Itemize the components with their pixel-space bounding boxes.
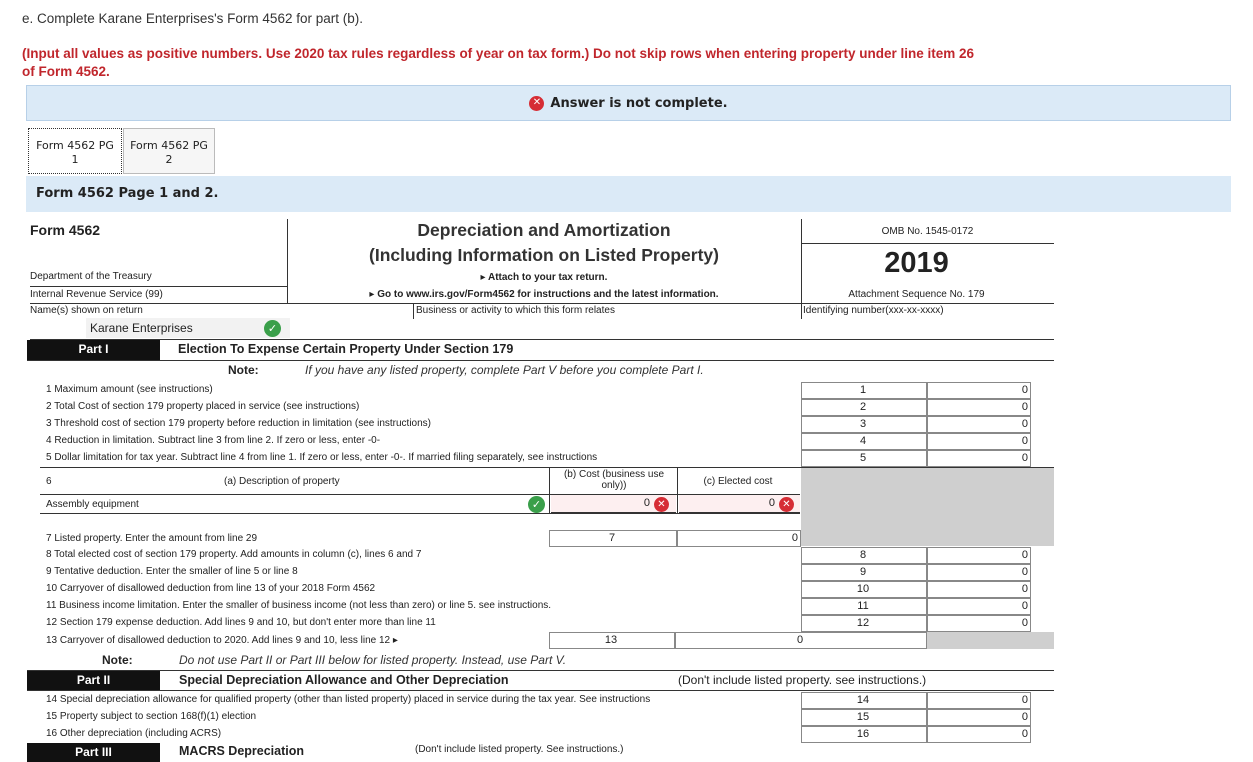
form-subtitle: (Including Information on Listed Property) [369,245,719,265]
line-value[interactable] [927,450,1031,467]
line-number-box [801,564,927,581]
tab-form-4562-pg1[interactable] [28,128,122,174]
line-text: 11 Business income limitation. Enter the smaller of business income (not less than zero) or line 5. see instructions. [46,600,552,611]
line-value-text: 0 [1021,566,1028,578]
line-value[interactable] [927,726,1031,743]
line13-num: 13 [604,634,618,646]
line6-num: 6 [46,476,52,487]
goto-text: ▸ Go to www.irs.gov/Form4562 for instructions and the latest information. [369,289,719,300]
line-number: 16 [856,728,870,740]
line-number-box [801,692,927,709]
line6-col-c: (c) Elected cost [703,476,773,487]
irs-text: Internal Revenue Service (99) [30,289,163,300]
line-value[interactable] [927,564,1031,581]
section-title: Form 4562 Page 1 and 2. [26,176,1231,212]
line-text: 2 Total Cost of section 179 property placed in service (see instructions) [46,401,360,412]
line-number: 2 [859,401,867,413]
part3-title: MACRS Depreciation [179,744,305,758]
line-value-text: 0 [1021,583,1028,595]
error-icon: ✕ [779,497,794,512]
line-value[interactable] [927,581,1031,598]
line-number: 3 [859,418,867,430]
line-number-box [801,709,927,726]
line6-cost-value: 0 [643,497,650,509]
line-value-text: 0 [1021,600,1028,612]
line-number: 14 [856,694,870,706]
line6-description: Assembly equipment [46,499,139,510]
line-number-box [801,416,927,433]
line-value-text: 0 [1021,452,1028,464]
line-text: 8 Total elected cost of section 179 property. Add amounts in column (c), lines 6 and 7 [46,549,422,560]
line-value-text: 0 [1021,694,1028,706]
tab-label-page: 1 [71,153,79,166]
line-text: 14 Special depreciation allowance for qualified property (other than listed property) placed in service during the tax year. See instructions [46,694,651,705]
instruction-warning: (Input all values as positive numbers. Use 2020 tax rules regardless of year on tax form.) Do not skip rows when entering property under line item 26 of Form 4562. [22,46,975,79]
dept-text: Department of the Treasury [30,271,152,282]
line-value-text: 0 [1021,617,1028,629]
line-text: 5 Dollar limitation for tax year. Subtract line 4 from line 1. If zero or less, enter -0-. If married filing separately, see instructions [46,452,598,463]
line-value[interactable] [927,547,1031,564]
line-number-box [801,598,927,615]
attachment-seq: Attachment Sequence No. 179 [848,289,985,300]
tab-label: Form 4562 PG [36,139,114,152]
instruction-text: e. Complete Karane Enterprises's Form 4562 for part (b). [22,11,363,26]
form-name: Form 4562 [30,222,101,238]
line-value-text: 0 [1021,435,1028,447]
line-number-box [801,581,927,598]
line6-elected-value: 0 [768,497,775,509]
id-label: Identifying number(xxx-xx-xxxx) [803,305,944,316]
line6-col-b: (b) Cost (business use only)) [563,469,665,491]
line-number: 10 [856,583,870,595]
line-text: 4 Reduction in limitation. Subtract line 3 from line 2. If zero or less, enter -0- [46,435,381,446]
line-value[interactable] [927,692,1031,709]
line-number: 5 [859,452,867,464]
part1-note2-label: Note: [102,653,133,667]
name-label: Name(s) shown on return [30,305,143,316]
line6-shaded [801,468,1054,546]
line-text: 1 Maximum amount (see instructions) [46,384,213,395]
line7-num: 7 [608,532,616,544]
line-number: 4 [859,435,867,447]
tax-year: 2019 [884,247,949,279]
part1-label: Part I [27,340,160,360]
line-number: 15 [856,711,870,723]
part1-note-text: If you have any listed property, complete Part V before you complete Part I. [305,363,704,377]
line13-shaded [927,632,1054,649]
line-value-text: 0 [1021,711,1028,723]
line-number-box [801,547,927,564]
line-text: 12 Section 179 expense deduction. Add lines 9 and 10, but don't enter more than line 11 [46,617,436,628]
part3-label: Part III [27,743,160,762]
line13-num-box [549,632,675,649]
line-value-text: 0 [1021,549,1028,561]
line-value[interactable] [927,433,1031,450]
check-icon: ✓ [264,320,281,337]
part3-subtitle: (Don't include listed property. See instructions.) [415,744,624,755]
part2-label: Part II [27,671,160,690]
form-title: Depreciation and Amortization [417,220,671,240]
line-number-box [801,450,927,467]
error-icon: ✕ [654,497,669,512]
line-number: 12 [856,617,870,629]
part1-note-label: Note: [228,363,259,377]
line-number: 8 [859,549,867,561]
line-text: 15 Property subject to section 168(f)(1) election [46,711,257,722]
name-field[interactable] [86,318,290,338]
line-text: 10 Carryover of disallowed deduction from line 13 of your 2018 Form 4562 [46,583,376,594]
omb-number: OMB No. 1545-0172 [881,226,974,237]
tab-label-page: 2 [165,153,173,166]
line-value[interactable] [927,416,1031,433]
line-value-text: 0 [1021,384,1028,396]
line-value[interactable] [927,615,1031,632]
answer-status-banner [26,85,1231,121]
line13-value[interactable]: 0 [675,632,927,649]
part2-title: Special Depreciation Allowance and Other Depreciation [179,673,509,687]
line-number-box [801,615,927,632]
tab-form-4562-pg2[interactable] [123,128,215,174]
line-number: 11 [857,600,869,612]
line-value[interactable] [927,709,1031,726]
answer-status-text: Answer is not complete. [550,95,728,111]
business-label: Business or activity to which this form relates [416,305,615,316]
line7-text: 7 Listed property. Enter the amount from line 29 [46,533,258,544]
line-text: 3 Threshold cost of section 179 property before reduction in limitation (see instructions) [46,418,432,429]
part2-subtitle: (Don't include listed property. see instructions.) [678,673,927,687]
part1-note2-text: Do not use Part II or Part III below for listed property. Instead, use Part V. [179,653,567,667]
line-number-box [801,382,927,399]
line7-value[interactable]: 0 [677,530,801,547]
attach-text: ▸ Attach to your tax return. [480,272,608,283]
line-number: 1 [859,384,867,396]
error-icon: ✕ [529,96,544,111]
check-icon: ✓ [528,496,545,513]
line7-num-box [549,530,677,547]
tab-label: Form 4562 PG [130,139,208,152]
line-number-box [801,726,927,743]
line-number-box [801,399,927,416]
name-value: Karane Enterprises [90,321,193,335]
line13-text: 13 Carryover of disallowed deduction to 2020. Add lines 9 and 10, less line 12 ▸ [46,635,398,646]
line6-col-a: (a) Description of property [224,476,340,487]
line-text: 16 Other depreciation (including ACRS) [46,728,222,739]
line-value-text: 0 [1021,728,1028,740]
line-text: 9 Tentative deduction. Enter the smaller of line 5 or line 8 [46,566,298,577]
line-value-text: 0 [1021,401,1028,413]
line-value-text: 0 [1021,418,1028,430]
part1-title: Election To Expense Certain Property Under Section 179 [178,342,514,356]
line-number: 9 [859,566,867,578]
line-number-box [801,433,927,450]
line-value[interactable] [927,598,1031,615]
line-value[interactable] [927,399,1031,416]
line-value[interactable] [927,382,1031,399]
